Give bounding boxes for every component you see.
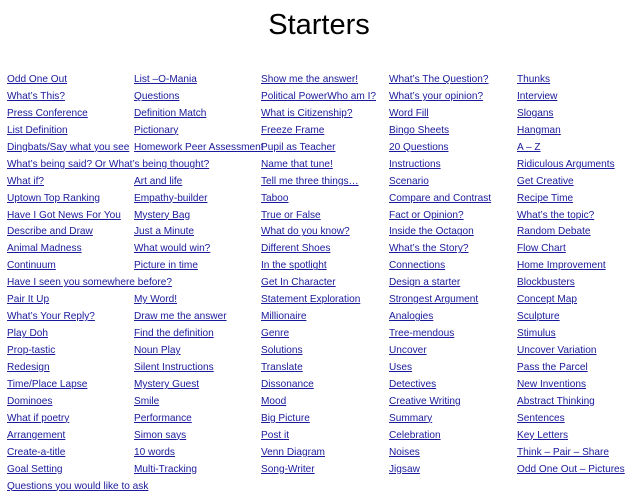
starter-row [7,107,637,124]
starter-link-tell-me-three-things[interactable]: Tell me three things… [261,175,359,188]
starter-link-flow-chart[interactable]: Flow Chart [517,242,566,255]
starter-link-multi-tracking[interactable]: Multi-Tracking [134,463,197,476]
starter-row [7,310,637,327]
starter-link-have-i-got-news-for-you[interactable]: Have I Got News For You [7,209,121,222]
starter-link-mood[interactable]: Mood [261,395,286,408]
starter-link-word-fill[interactable]: Word Fill [389,107,429,120]
starter-link-name-that-tune[interactable]: Name that tune! [261,158,333,171]
starter-link-what-s-the-topic[interactable]: What’s the topic? [517,209,594,222]
starter-link-think-pair-share[interactable]: Think – Pair – Share [517,446,609,459]
starter-link-dingbats-say-what-you-see[interactable]: Dingbats/Say what you see [7,141,129,154]
starter-link-continuum[interactable]: Continuum [7,259,56,272]
starter-link-what-would-win[interactable]: What would win? [134,242,210,255]
starter-link-noises[interactable]: Noises [389,446,420,459]
starter-link-have-i-seen-you-somewhere-before[interactable]: Have I seen you somewhere before? [7,276,172,289]
starter-link-questions[interactable]: Questions [134,90,179,103]
starter-link-different-shoes[interactable]: Different Shoes [261,242,330,255]
starter-link-what-s-being-said-or-what-s-being-thought[interactable]: What’s being said? Or What’s being thought? [7,158,209,171]
starter-link-analogies[interactable]: Analogies [389,310,433,323]
starter-link-what-s-your-reply[interactable]: What’s Your Reply? [7,310,95,323]
starter-link-blockbusters[interactable]: Blockbusters [517,276,575,289]
starter-link-odd-one-out-pictures[interactable]: Odd One Out – Pictures [517,463,625,476]
starter-link-strongest-argument[interactable]: Strongest Argument [389,293,478,306]
starter-row [7,175,637,192]
starter-link-new-inventions[interactable]: New Inventions [517,378,586,391]
starter-link-mystery-guest[interactable]: Mystery Guest [134,378,199,391]
starter-link-statement-exploration[interactable]: Statement Exploration [261,293,360,306]
starter-link-connections[interactable]: Connections [389,259,445,272]
starter-row [7,141,637,158]
starter-link-solutions[interactable]: Solutions [261,344,303,357]
starter-link-political-powerwho-am-i[interactable]: Political PowerWho am I? [261,90,376,103]
starter-link-pupil-as-teacher[interactable]: Pupil as Teacher [261,141,335,154]
starter-link-design-a-starter[interactable]: Design a starter [389,276,460,289]
starter-link-jigsaw[interactable]: Jigsaw [389,463,420,476]
starter-link-millionaire[interactable]: Millionaire [261,310,306,323]
starter-link-taboo[interactable]: Taboo [261,192,289,205]
starter-link-just-a-minute[interactable]: Just a Minute [134,225,194,238]
starter-link-slogans[interactable]: Slogans [517,107,553,120]
starter-link-art-and-life[interactable]: Art and life [134,175,182,188]
starter-link-scenario[interactable]: Scenario [389,175,429,188]
starter-link-time-place-lapse[interactable]: Time/Place Lapse [7,378,87,391]
starter-link-arrangement[interactable]: Arrangement [7,429,65,442]
starter-link-simon-says[interactable]: Simon says [134,429,186,442]
starter-link-sentences[interactable]: Sentences [517,412,565,425]
starters-link-grid [7,73,637,496]
starter-link-ridiculous-arguments[interactable]: Ridiculous Arguments [517,158,615,171]
starter-link-translate[interactable]: Translate [261,361,303,374]
starter-link-silent-instructions[interactable]: Silent Instructions [134,361,214,374]
starter-link-find-the-definition[interactable]: Find the definition [134,327,214,340]
starter-link-summary[interactable]: Summary [389,412,432,425]
starter-row [7,209,637,226]
starter-link-uses[interactable]: Uses [389,361,412,374]
starter-link-detectives[interactable]: Detectives [389,378,436,391]
starter-link-key-letters[interactable]: Key Letters [517,429,568,442]
starter-link-celebration[interactable]: Celebration [389,429,441,442]
starter-link-20-questions[interactable]: 20 Questions [389,141,448,154]
starter-link-mystery-bag[interactable]: Mystery Bag [134,209,190,222]
starter-link-pass-the-parcel[interactable]: Pass the Parcel [517,361,588,374]
starter-link-performance[interactable]: Performance [134,412,192,425]
starter-link-fact-or-opinion[interactable]: Fact or Opinion? [389,209,464,222]
starter-link-questions-you-would-like-to-ask[interactable]: Questions you would like to ask [7,480,148,493]
starter-row [7,293,637,310]
starter-link-what-if-poetry[interactable]: What if poetry [7,412,69,425]
starter-link-dominoes[interactable]: Dominoes [7,395,52,408]
starter-link-a-z[interactable]: A – Z [517,141,541,154]
starter-row [7,327,637,344]
starter-row [7,259,637,276]
starter-link-in-the-spotlight[interactable]: In the spotlight [261,259,327,272]
starter-link-play-doh[interactable]: Play Doh [7,327,48,340]
starter-link-stimulus[interactable]: Stimulus [517,327,556,340]
starter-link-interview[interactable]: Interview [517,90,557,103]
starter-link-prop-tastic[interactable]: Prop-tastic [7,344,55,357]
starter-row [7,395,637,412]
starter-link-freeze-frame[interactable]: Freeze Frame [261,124,324,137]
starter-row [7,158,637,175]
page-title: Starters [0,8,638,42]
starter-link-press-conference[interactable]: Press Conference [7,107,88,120]
starter-link-what-s-the-story[interactable]: What’s the Story? [389,242,468,255]
starter-link-empathy-builder[interactable]: Empathy-builder [134,192,208,205]
starter-link-tree-mendous[interactable]: Tree-mendous [389,327,454,340]
starter-link-uptown-top-ranking[interactable]: Uptown Top Ranking [7,192,100,205]
starter-row [7,446,637,463]
starter-link-list-o-mania[interactable]: List –O-Mania [134,73,197,86]
starter-link-pair-it-up[interactable]: Pair It Up [7,293,49,306]
starter-link-definition-match[interactable]: Definition Match [134,107,206,120]
starter-link-uncover[interactable]: Uncover [389,344,427,357]
starter-link-what-is-citizenship[interactable]: What is Citizenship? [261,107,352,120]
starter-link-what-s-your-opinion[interactable]: What’s your opinion? [389,90,483,103]
starter-link-compare-and-contrast[interactable]: Compare and Contrast [389,192,491,205]
starter-link-what-s-this[interactable]: What’s This? [7,90,65,103]
starter-row [7,73,637,90]
starter-link-random-debate[interactable]: Random Debate [517,225,591,238]
starter-link-home-improvement[interactable]: Home Improvement [517,259,606,272]
starter-link-describe-and-draw[interactable]: Describe and Draw [7,225,93,238]
starter-link-show-me-the-answer[interactable]: Show me the answer! [261,73,358,86]
starter-link-my-word[interactable]: My Word! [134,293,177,306]
starter-link-abstract-thinking[interactable]: Abstract Thinking [517,395,595,408]
starter-link-noun-play[interactable]: Noun Play [134,344,181,357]
starter-link-hangman[interactable]: Hangman [517,124,561,137]
starter-link-get-in-character[interactable]: Get In Character [261,276,336,289]
starter-link-thunks[interactable]: Thunks [517,73,550,86]
starter-row [7,429,637,446]
starter-link-create-a-title[interactable]: Create-a-title [7,446,65,459]
starter-link-smile[interactable]: Smile [134,395,159,408]
starter-link-homework-peer-assessment[interactable]: Homework Peer Assessment [134,141,264,154]
starter-link-bingo-sheets[interactable]: Bingo Sheets [389,124,449,137]
starter-row [7,90,637,107]
starter-link-redesign[interactable]: Redesign [7,361,50,374]
starter-link-draw-me-the-answer[interactable]: Draw me the answer [134,310,227,323]
starter-link-genre[interactable]: Genre [261,327,289,340]
starter-link-recipe-time[interactable]: Recipe Time [517,192,573,205]
starter-link-odd-one-out[interactable]: Odd One Out [7,73,67,86]
starter-row [7,242,637,259]
starter-link-dissonance[interactable]: Dissonance [261,378,314,391]
starter-row [7,378,637,395]
starter-link-get-creative[interactable]: Get Creative [517,175,574,188]
starter-link-list-definition[interactable]: List Definition [7,124,68,137]
starter-row [7,480,637,496]
starter-link-picture-in-time[interactable]: Picture in time [134,259,198,272]
starter-row [7,192,637,209]
starter-link-venn-diagram[interactable]: Venn Diagram [261,446,325,459]
starter-link-uncover-variation[interactable]: Uncover Variation [517,344,596,357]
starter-link-concept-map[interactable]: Concept Map [517,293,577,306]
starter-row [7,412,637,429]
starter-row [7,225,637,242]
starter-link-pictionary[interactable]: Pictionary [134,124,178,137]
starter-row [7,361,637,378]
starter-link-goal-setting[interactable]: Goal Setting [7,463,63,476]
starter-row [7,124,637,141]
starter-link-sculpture[interactable]: Sculpture [517,310,560,323]
starter-link-instructions[interactable]: Instructions [389,158,441,171]
starter-link-true-or-false[interactable]: True or False [261,209,321,222]
starter-link-what-s-the-question[interactable]: What’s The Question? [389,73,489,86]
starter-link-song-writer[interactable]: Song-Writer [261,463,315,476]
starter-link-big-picture[interactable]: Big Picture [261,412,310,425]
starter-link-animal-madness[interactable]: Animal Madness [7,242,82,255]
starter-link-10-words[interactable]: 10 words [134,446,175,459]
starter-row [7,344,637,361]
starter-row [7,276,637,293]
starter-link-creative-writing[interactable]: Creative Writing [389,395,461,408]
starter-link-post-it[interactable]: Post it [261,429,289,442]
starter-link-inside-the-octagon[interactable]: Inside the Octagon [389,225,474,238]
starter-link-what-do-you-know[interactable]: What do you know? [261,225,350,238]
starter-link-what-if[interactable]: What if? [7,175,44,188]
starter-row [7,463,637,480]
